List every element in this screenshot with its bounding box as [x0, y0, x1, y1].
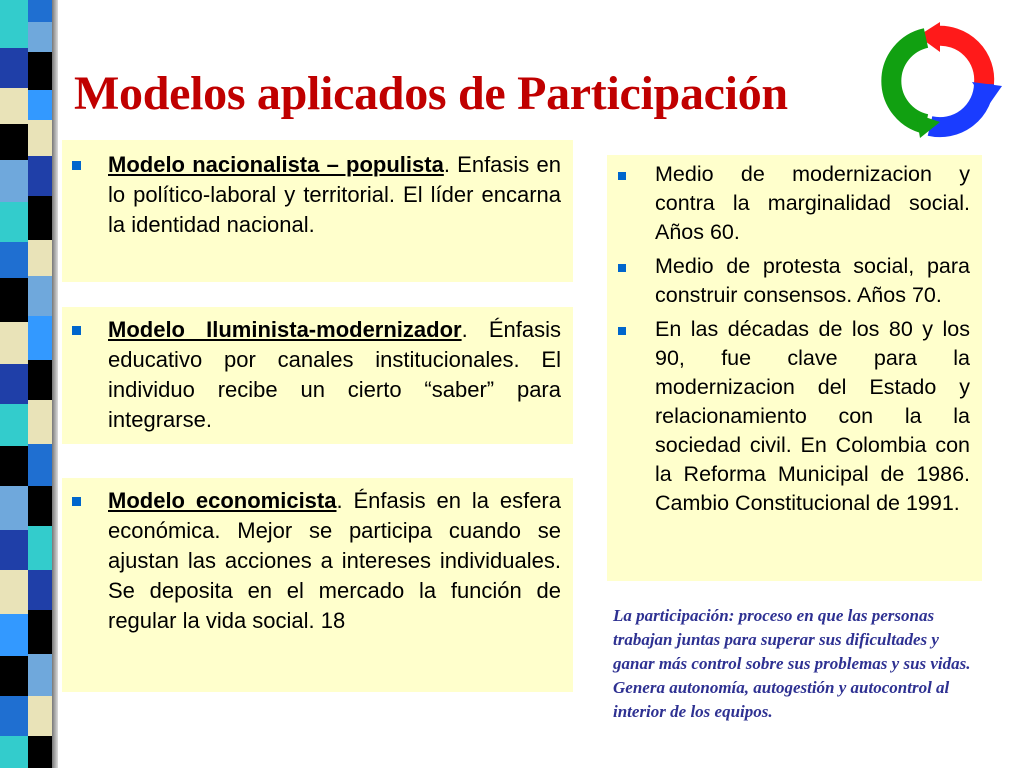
model-heading: Modelo Iluminista-modernizador	[108, 317, 462, 342]
list-item	[655, 315, 970, 518]
list-item	[108, 150, 561, 240]
list-item	[655, 160, 970, 247]
history-point: Medio de protesta social, para construir consensos. Años 70.	[655, 254, 970, 307]
model-box-nacionalista	[62, 140, 573, 282]
history-point: En las décadas de los 80 y los 90, fue clave para la modernizacion del Estado y relacionamiento con la la sociedad civil. En Colombia con la Reforma Municipal de 1986. Cambio Constitucional de 1991.	[655, 317, 970, 515]
list-item	[108, 486, 561, 636]
history-point: Medio de modernizacion y contra la marginalidad social. Años 60.	[655, 162, 970, 244]
model-heading: Modelo nacionalista – populista	[108, 152, 444, 177]
list-item	[655, 252, 970, 310]
decorative-side-strip	[0, 0, 56, 768]
slide-title: Modelos aplicados de Participación	[74, 67, 788, 120]
model-heading: Modelo economicista	[108, 488, 337, 513]
square-bullet-icon	[618, 172, 626, 180]
participation-definition-quote: La participación: proceso en que las personas trabajan juntas para superar sus dificultades y ganar más control sobre sus problemas y sus vidas. Genera autonomía, autogestión y autocontrol al interior de los equipos.	[613, 606, 971, 721]
square-bullet-icon	[72, 497, 81, 506]
square-bullet-icon	[72, 161, 81, 170]
recycle-arrows-icon	[880, 22, 1002, 140]
model-description: . Enfasis en lo político-laboral y territorial. El líder encarna la identidad nacional.	[108, 152, 561, 237]
square-bullet-icon	[618, 264, 626, 272]
model-box-economicista	[62, 478, 573, 692]
model-description: . Énfasis educativo por canales institucionales. El individuo recibe un cierto “saber” para integrarse.	[108, 317, 562, 432]
square-bullet-icon	[72, 326, 81, 335]
model-description: . Énfasis en la esfera económica. Mejor se participa cuando se ajustan las acciones a intereses individuales. Se deposita en el mercado la función de regular la vida social. 18	[108, 488, 561, 633]
model-box-iluminista	[62, 307, 573, 444]
participation-history-box	[607, 155, 982, 581]
square-bullet-icon	[618, 327, 626, 335]
list-item	[108, 315, 561, 435]
